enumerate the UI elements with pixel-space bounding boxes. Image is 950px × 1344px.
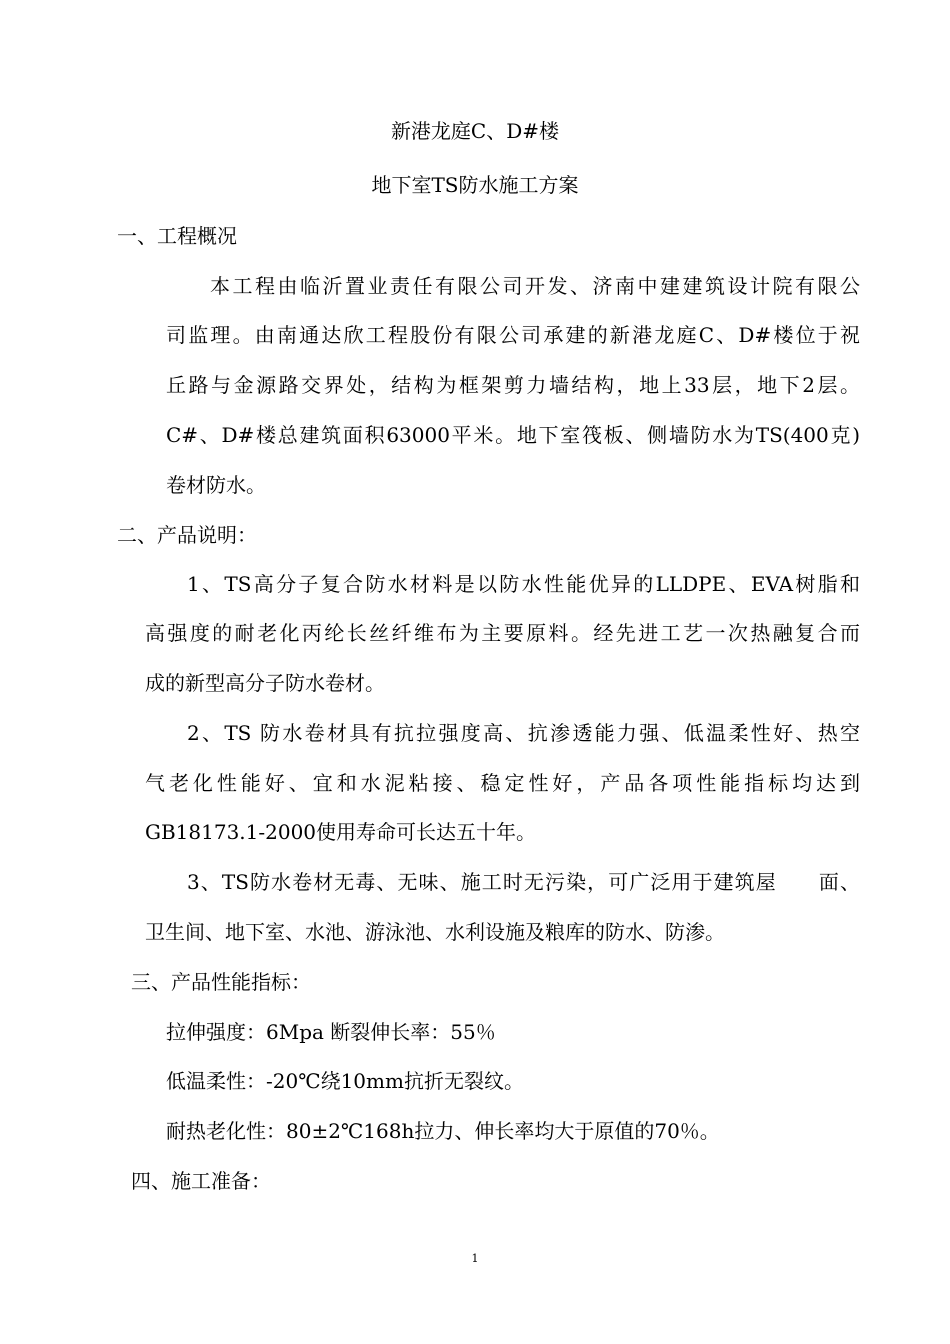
document-subtitle: 地下室TS防水施工方案 [371,173,579,197]
section-heading-overview: 一、工程概况 [117,224,237,248]
spec-item-low-temp: 低温柔性：-20℃绕10mm抗折无裂纹。 [166,1069,524,1093]
section-heading-preparation: 四、施工准备： [131,1169,271,1193]
spec-item-tensile: 拉伸强度：6Mpa 断裂伸长率：55％ [166,1020,496,1044]
paragraph-line: 丘路与金源路交界处，结构为框架剪力墙结构，地上33层，地下2层。 [166,373,860,397]
section-heading-performance: 三、产品性能指标： [131,970,311,994]
paragraph-line: 卫生间、地下室、水池、游泳池、水利设施及粮库的防水、防渗。 [145,920,725,944]
paragraph-line: 司监理。由南通达欣工程股份有限公司承建的新港龙庭C、D#楼位于祝 [166,323,860,347]
paragraph-line: 高强度的耐老化丙纶长丝纤维布为主要原料。经先进工艺一次热融复合而 [145,621,860,645]
section-heading-product-description: 二、产品说明： [117,523,257,547]
paragraph-line: 本工程由临沂置业责任有限公司开发、济南中建建筑设计院有限公 [210,274,860,298]
paragraph-line: 1、TS高分子复合防水材料是以防水性能优异的LLDPE、EVA树脂和 [187,572,860,596]
paragraph-line: GB18173.1-2000使用寿命可长达五十年。 [145,820,537,844]
document-title: 新港龙庭C、D#楼 [390,119,560,143]
page-number: 1 [471,1252,479,1265]
paragraph-line: 卷材防水。 [166,473,266,497]
paragraph-line: 成的新型高分子防水卷材。 [145,671,385,695]
paragraph-line: 2、TS 防水卷材具有抗拉强度高、抗渗透能力强、低温柔性好、热空 [187,721,860,745]
paragraph-line: 3、TS防水卷材无毒、无味、施工时无污染，可广泛用于建筑屋 面、 [187,870,860,894]
paragraph-line: C#、D#楼总建筑面积63000平米。地下室筏板、侧墙防水为TS(400克) [166,423,860,447]
paragraph-line: 气老化性能好、宜和水泥粘接、稳定性好，产品各项性能指标均达到 [145,771,860,795]
spec-item-heat-aging: 耐热老化性：80±2℃168h拉力、伸长率均大于原值的70％。 [166,1119,720,1143]
